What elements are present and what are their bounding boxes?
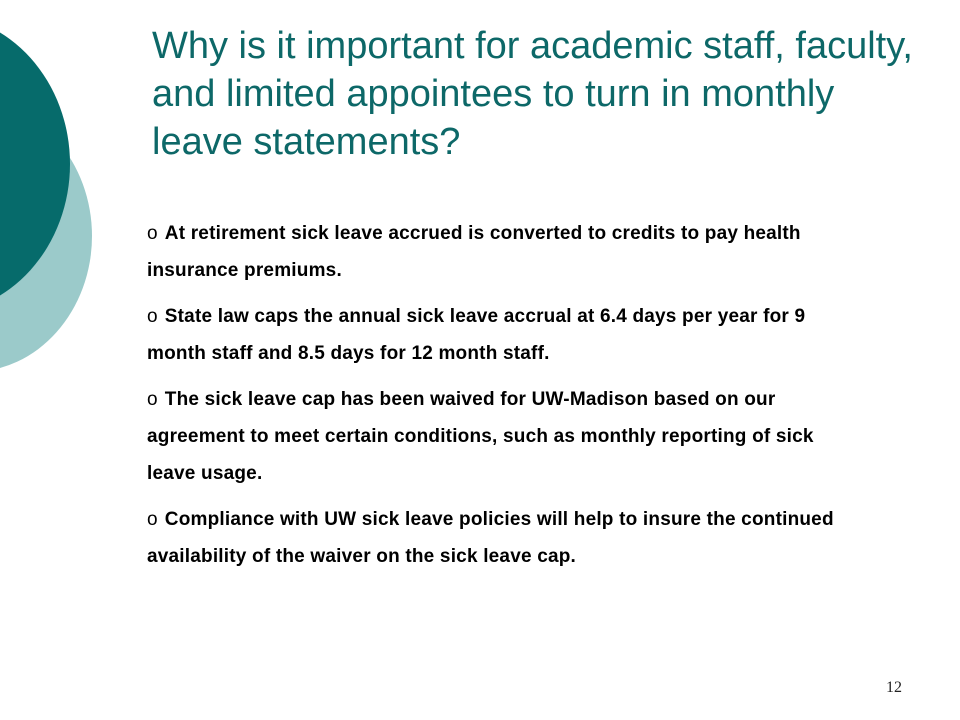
slide-title: Why is it important for academic staff, faculty, and limited appointees to turn in monthly leave statements? (152, 25, 913, 163)
bullet-text-2: State law caps the annual sick leave accrual at 6.4 days per year for 9 month staff and 8.5 days for 12 month staff. (147, 306, 806, 364)
bullet-text-4: Compliance with UW sick leave policies will help to insure the continued availability of the waiver on the sick leave cap. (147, 509, 834, 567)
bullet-marker: o (147, 223, 158, 244)
bullet-item-4 (147, 501, 867, 575)
bullet-marker: o (147, 389, 158, 410)
bullet-list (147, 215, 867, 584)
bullet-item-2 (147, 298, 867, 372)
bullet-item-3 (147, 381, 867, 492)
bullet-marker: o (147, 306, 158, 327)
page-number: 12 (886, 679, 902, 696)
bullet-text-1: At retirement sick leave accrued is converted to credits to pay health insurance premiums. (147, 223, 801, 281)
bullet-marker: o (147, 509, 158, 530)
bullet-text-3: The sick leave cap has been waived for UW-Madison based on our agreement to meet certain conditions, such as monthly reporting of sick leave usage. (147, 389, 814, 484)
bullet-item-1 (147, 215, 867, 289)
